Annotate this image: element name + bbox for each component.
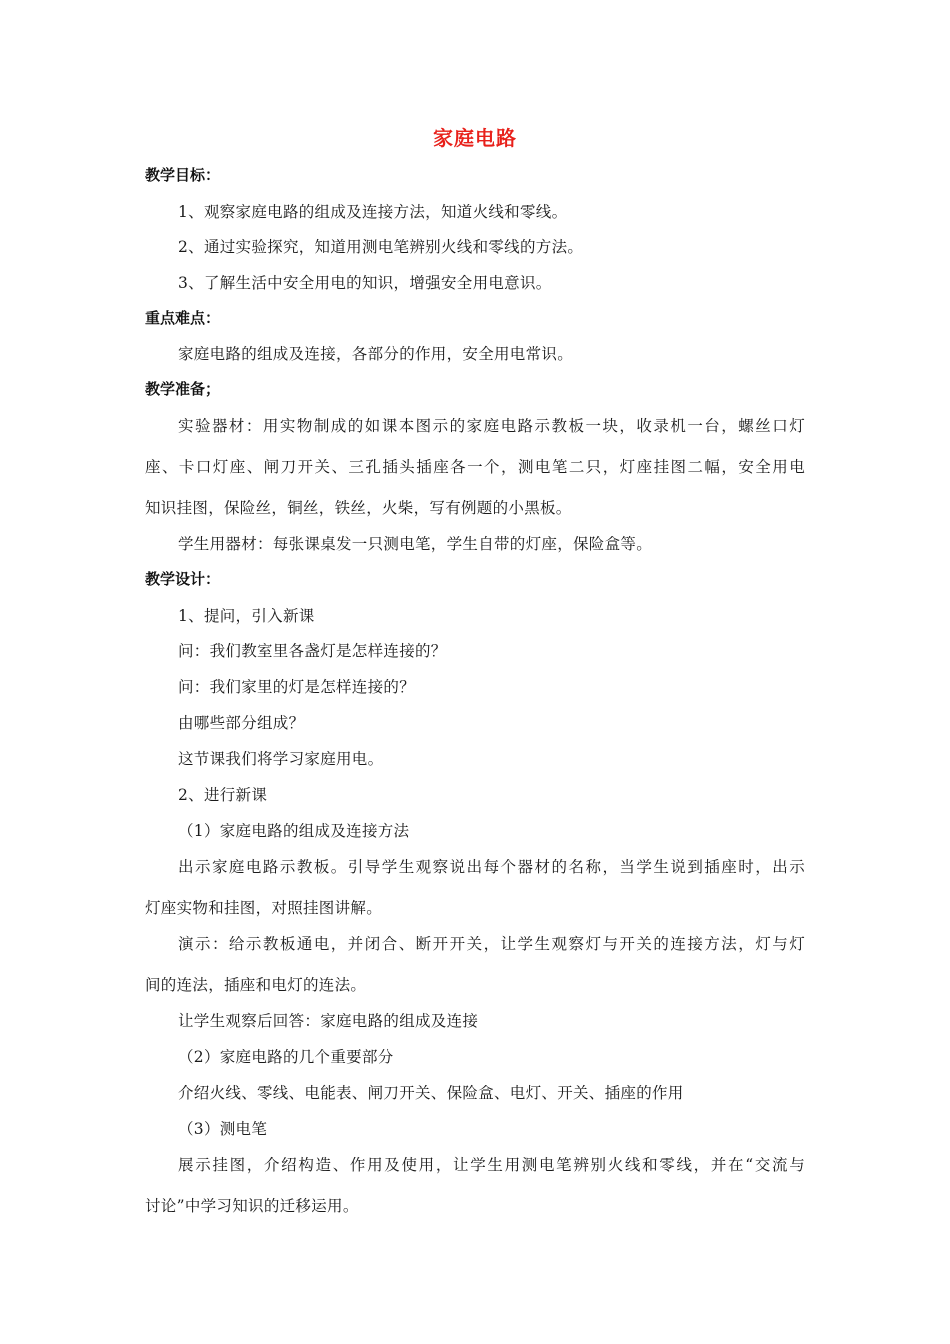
design-line: 间的连法，插座和电灯的连法。	[145, 976, 367, 994]
design-line: 演示：给示教板通电，并闭合、断开开关，让学生观察灯与开关的连接方法，灯与灯	[178, 935, 805, 953]
design-line: 1、提问，引入新课	[178, 607, 315, 625]
design-line: 介绍火线、零线、电能表、闸刀开关、保险盒、电灯、开关、插座的作用	[178, 1084, 684, 1102]
student-equipment: 学生用器材：每张课桌发一只测电笔，学生自带的灯座，保险盒等。	[178, 535, 653, 553]
goal-item: 1、观察家庭电路的组成及连接方法，知道火线和零线。	[178, 203, 568, 221]
equipment-line: 知识挂图，保险丝，铜丝，铁丝，火柴，写有例题的小黑板。	[145, 499, 572, 517]
design-line: （1）家庭电路的组成及连接方法	[178, 822, 410, 840]
design-line: 2、进行新课	[178, 786, 268, 804]
design-line: 讨论”中学习知识的迁移运用。	[145, 1197, 359, 1215]
design-line: 问：我们教室里各盏灯是怎样连接的？	[178, 642, 447, 660]
design-line: 问：我们家里的灯是怎样连接的？	[178, 678, 416, 696]
design-line: 让学生观察后回答：家庭电路的组成及连接	[178, 1012, 479, 1030]
goal-item: 3、了解生活中安全用电的知识，增强安全用电意识。	[178, 274, 552, 292]
key-points-heading: 重点难点：	[145, 309, 221, 327]
goal-item: 2、通过实验探究，知道用测电笔辨别火线和零线的方法。	[178, 238, 584, 256]
design-line: 展示挂图，介绍构造、作用及使用，让学生用测电笔辨别火线和零线，并在“交流与	[178, 1156, 805, 1174]
goals-heading: 教学目标：	[145, 166, 221, 184]
equipment-line: 实验器材：用实物制成的如课本图示的家庭电路示教板一块，收录机一台，螺丝口灯	[178, 417, 805, 435]
design-line: 由哪些部分组成？	[178, 714, 305, 732]
design-line: 灯座实物和挂图，对照挂图讲解。	[145, 899, 383, 917]
preparation-heading: 教学准备；	[145, 380, 221, 398]
design-line: 这节课我们将学习家庭用电。	[178, 750, 384, 768]
equipment-line: 座、卡口灯座、闸刀开关、三孔插头插座各一个，测电笔二只，灯座挂图二幅，安全用电	[145, 458, 805, 476]
design-line: （2）家庭电路的几个重要部分	[178, 1048, 394, 1066]
design-line: 出示家庭电路示教板。引导学生观察说出每个器材的名称，当学生说到插座时，出示	[178, 858, 805, 876]
design-heading: 教学设计：	[145, 570, 221, 588]
document-title: 家庭电路	[433, 126, 517, 150]
design-line: （3）测电笔	[178, 1120, 268, 1138]
key-points-text: 家庭电路的组成及连接，各部分的作用，安全用电常识。	[178, 345, 574, 363]
